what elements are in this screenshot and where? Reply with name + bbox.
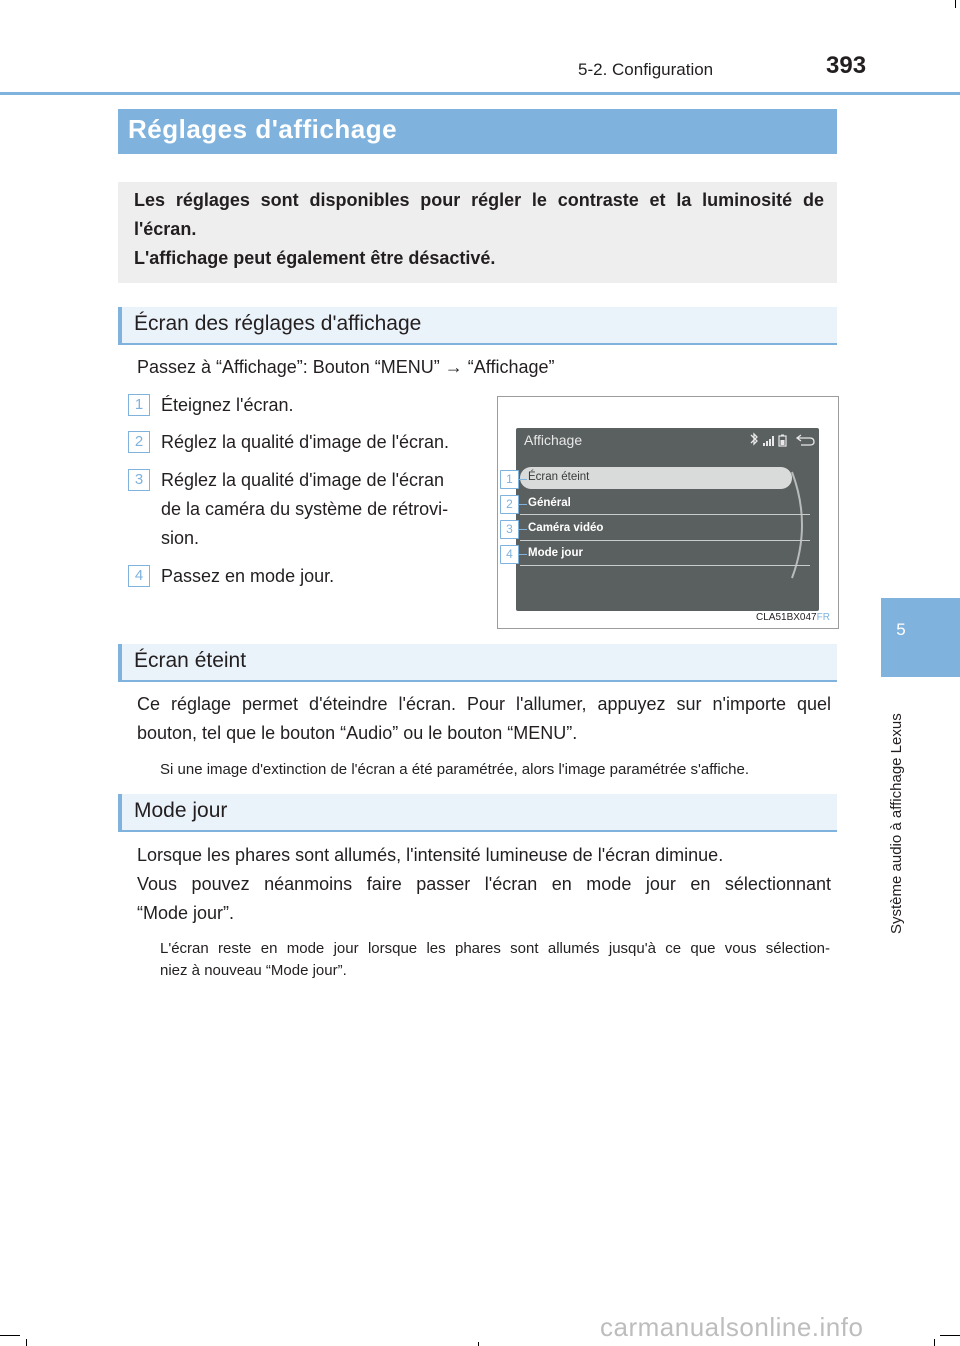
subheading-marker bbox=[118, 644, 122, 680]
item-text-2: Réglez la qualité d'image de l'écran. bbox=[161, 432, 450, 452]
subheading-off: Écran éteint bbox=[134, 649, 247, 672]
crop-mark bbox=[26, 1339, 27, 1346]
intro-line-1: Les réglages sont disponibles pour régler le contraste et la luminosité de bbox=[134, 190, 824, 210]
item-number-2: 2 bbox=[128, 431, 150, 453]
item-text-4: Passez en mode jour. bbox=[161, 566, 335, 586]
bluetooth-icon bbox=[751, 434, 757, 444]
crop-mark bbox=[0, 1335, 20, 1336]
crop-mark bbox=[934, 1339, 935, 1346]
page-title: Réglages d'affichage bbox=[128, 114, 398, 144]
day-line-1: Lorsque les phares sont allumés, l'intensité lumineuse de l'écran diminue. bbox=[137, 845, 724, 865]
crop-mark bbox=[955, 0, 956, 8]
chapter-title-text: Système audio à affichage Lexus bbox=[888, 713, 905, 934]
item-text-1: Éteignez l'écran. bbox=[161, 395, 294, 415]
callout-leader bbox=[519, 504, 527, 505]
status-icons bbox=[748, 432, 816, 448]
callout-leader bbox=[519, 479, 527, 480]
signal-icon bbox=[763, 436, 774, 446]
page-number: 393 bbox=[826, 52, 867, 79]
chapter-number: 5 bbox=[896, 620, 906, 639]
subheading-day: Mode jour bbox=[134, 799, 228, 822]
intro-line-2: l'écran. bbox=[134, 219, 197, 239]
watermark: carmanualsonline.info bbox=[600, 1312, 864, 1342]
subheading-marker bbox=[118, 794, 122, 830]
intro-text bbox=[134, 186, 824, 273]
intro-line-3: L'affichage peut également être désactivé. bbox=[134, 248, 496, 268]
day-note-1: L'écran reste en mode jour lorsque les phares sont allumés jusqu'à ce que vous sélection- bbox=[160, 940, 830, 957]
menu-item-label: Écran éteint bbox=[528, 471, 590, 483]
figure-code-suffix: FR bbox=[816, 612, 830, 623]
back-icon bbox=[797, 435, 814, 445]
menu-item-screen-off[interactable] bbox=[520, 467, 792, 489]
day-line-2: Vous pouvez néanmoins faire passer l'écran en mode jour en sélectionnant bbox=[137, 874, 831, 894]
off-note: Si une image d'extinction de l'écran a été paramétrée, alors l'image paramétrée s'affiche. bbox=[160, 761, 749, 778]
header-rule bbox=[0, 92, 960, 95]
day-line-3: “Mode jour”. bbox=[137, 903, 235, 923]
item-text-3a: Réglez la qualité d'image de l'écran bbox=[161, 470, 445, 490]
callout-3: 3 bbox=[500, 520, 519, 539]
navigation-text: Passez à “Affichage”: Bouton “MENU” → “Affichage” bbox=[137, 357, 555, 377]
battery-icon bbox=[779, 435, 786, 447]
day-note-2: niez à nouveau “Mode jour”. bbox=[160, 962, 347, 979]
item-number-3: 3 bbox=[128, 469, 150, 491]
callout-2: 2 bbox=[500, 495, 519, 514]
menu-item-label: Caméra vidéo bbox=[528, 522, 604, 534]
callout-leader bbox=[519, 529, 527, 530]
item-number-4: 4 bbox=[128, 565, 150, 587]
callout-leader bbox=[519, 554, 527, 555]
subheading-screen: Écran des réglages d'affichage bbox=[134, 312, 422, 335]
item-text-3c: sion. bbox=[161, 528, 200, 548]
callout-1: 1 bbox=[500, 470, 519, 489]
section-reference: 5-2. Configuration bbox=[578, 60, 714, 79]
callout-4: 4 bbox=[500, 545, 519, 564]
menu-item-label: Général bbox=[528, 497, 571, 509]
menu-item-label: Mode jour bbox=[528, 547, 583, 559]
item-number-1: 1 bbox=[128, 394, 150, 416]
crop-mark bbox=[478, 1342, 479, 1346]
menu-divider bbox=[520, 514, 810, 515]
figure-code bbox=[756, 612, 830, 623]
chapter-title bbox=[888, 688, 908, 938]
off-line-1: Ce réglage permet d'éteindre l'écran. Pour l'allumer, appuyez sur n'importe quel bbox=[137, 694, 831, 714]
item-text-3b: de la caméra du système de rétrovi- bbox=[161, 499, 449, 519]
menu-divider bbox=[520, 565, 810, 566]
crop-mark bbox=[940, 1335, 960, 1336]
figure-code-prefix: CLA51BX047 bbox=[756, 612, 817, 623]
off-line-2: bouton, tel que le bouton “Audio” ou le bouton “MENU”. bbox=[137, 723, 578, 743]
menu-divider bbox=[520, 540, 810, 541]
screen-title: Affichage bbox=[524, 432, 583, 448]
subheading-marker bbox=[118, 307, 122, 343]
